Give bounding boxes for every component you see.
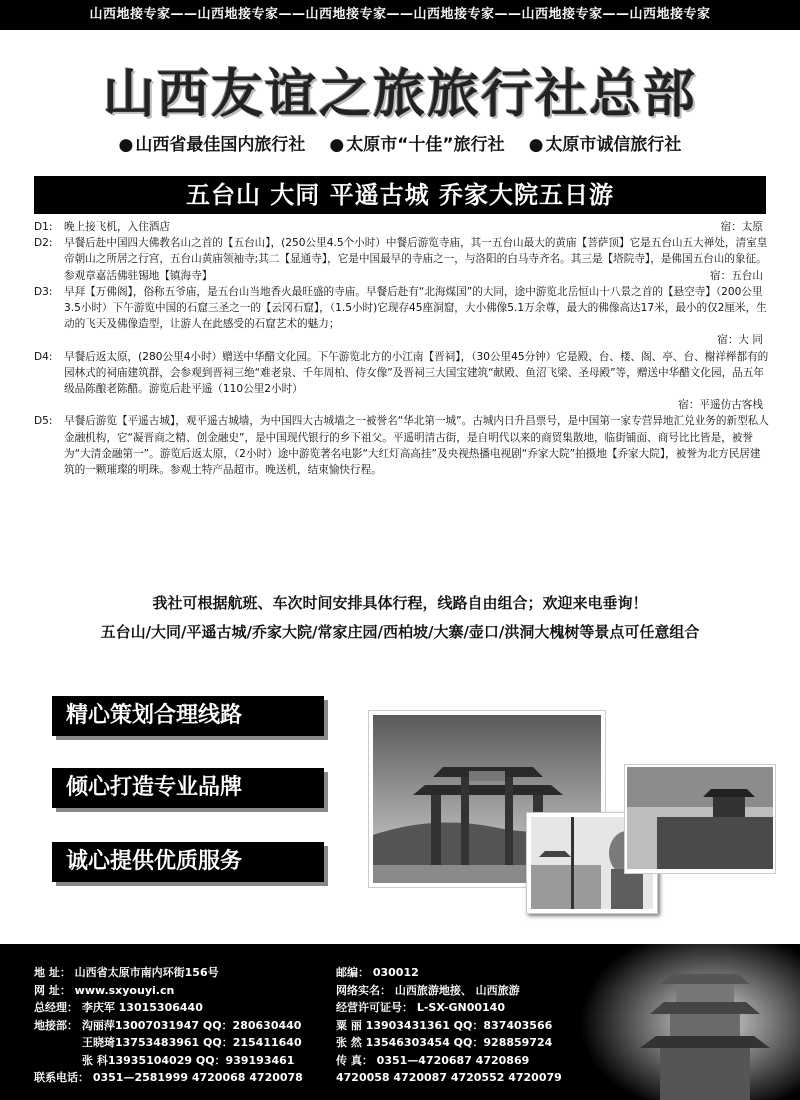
itinerary-day [34, 235, 769, 284]
top-banner-strip: 山西地接专家——山西地接专家——山西地接专家——山西地接专家——山西地接专家——山西地接专家 [0, 0, 800, 30]
city-wall-image [627, 767, 773, 869]
staff-contact: 张 然 13546303454 QQ：928859724 [336, 1036, 553, 1049]
fax-numbers: 传 真： 0351—4720687 4720869 [336, 1053, 530, 1067]
day-stay: 宿：太原 [720, 221, 763, 233]
day-label: D4: [34, 350, 53, 363]
ground-dept-contact: 王晓琦13753483961 QQ：215411640 [82, 1036, 302, 1049]
more-phone-numbers: 4720058 4720087 4720552 4720079 [336, 1071, 562, 1084]
day-text: 晚上接飞机，入住酒店 [64, 221, 170, 233]
pagoda-watermark [580, 944, 800, 1100]
network-name: 网络实名： 山西旅游地接、 山西旅游 [336, 983, 520, 997]
itinerary-day [34, 349, 769, 414]
honor-badge: ● 太原市“十佳”旅行社 [329, 130, 504, 155]
honor-badge: ● 太原市诚信旅行社 [529, 130, 682, 155]
day-stay: 宿：平遥仿古客栈 [678, 399, 763, 412]
ground-dept-contact: 张 科13935104029 QQ：939193461 [82, 1053, 295, 1067]
ground-dept-contact: 地接部： 沟丽萍13007031947 QQ：280630440 [34, 1018, 302, 1032]
day-text: 早餐后返太原，(280公里4小时）赠送中华醋文化园。下午游览北方的小江南【晋祠】，（30公里45分钟）它是殿、台、楼、阁、亭、台、榭祥榉都有的园林式的祠庙建筑群，会参观到晋祠三绝“难老泉、千年周柏、侍女像”及晋祠三大国宝建筑“献殿、鱼沼飞梁、圣母殿”等，赠送中华醋文化园，品五年级品陈酿老陈醋。游览后赴平遥（110公里2小时） [64, 350, 769, 396]
day-stay: 宿：五台山 [710, 269, 763, 282]
photo-city-wall [624, 764, 776, 874]
postal-code: 邮编： 030012 [336, 966, 419, 979]
day-label: D5: [34, 415, 53, 428]
phone-numbers: 联系电话： 0351—2581999 4720068 4720078 [34, 1071, 303, 1084]
slogan-banner: 精心策划合理线路 [52, 696, 324, 736]
staff-contact: 粟 丽 13903431361 QQ：837403566 [336, 1018, 553, 1032]
itinerary-day [34, 284, 769, 349]
itinerary-day [34, 413, 769, 478]
itinerary-day [34, 219, 769, 235]
day-text: 早拜【万佛阁】，俗称五爷庙，是五台山当地香火最旺盛的寺庙。早餐后赴有“北海煤国”的大同，途中游览北岳恒山十八景之首的【悬空寺】（200公里3.5小时）下午游览中国的石窟三圣之一的【云冈石窟】，（1.5小时)它现存45座洞窟，大小佛像5.1万余尊，最大的佛像高达17米，最小的仅2厘米，生动的飞天及佛像造型，让游人在此感受的石窟艺术的魅力； [64, 285, 767, 331]
day-label: D3: [34, 285, 53, 298]
tour-banner: 五台山 大同 平遥古城 乔家大院五日游 [34, 176, 766, 214]
general-manager: 总经理： 李庆军 13015306440 [34, 1001, 203, 1014]
honor-badges [0, 130, 800, 155]
slogan-banner: 倾心打造专业品牌 [52, 768, 324, 808]
custom-route-notice: 我社可根据航班、车次时间安排具体行程，线路自由组合；欢迎来电垂询！ [152, 594, 648, 612]
footer-left-column [34, 964, 303, 1087]
license-number: 经营许可证号： L-SX-GN00140 [336, 1001, 505, 1014]
day-text: 早餐后游览【平遥古城】，观平遥古城墙，为中国四大古城墙之一被誉名“华北第一城”。古城内日升昌票号，是中国第一家专营异地汇兑业务的新型私人金融机构，它“凝晋商之精、创金融史”，是中国现代银行的乡下祖父。平遥明清古街，是自明代以来的商贸集散地，临街铺面、商号比比皆是，被誉为“大清金融第一”。游览后返太原，（2小时）途中游览著名电影“大红灯高高挂”及央视热播电视剧“乔家大院”拍摄地【乔家大院】，被誉为北方民居建筑的一颗璀璨的明珠。参观土特产品超市。晚送机，结束愉快行程。 [64, 415, 769, 477]
day-label: D2: [34, 237, 53, 250]
agency-title: 山西友谊之旅旅行社总部 [102, 64, 697, 125]
footer-right-column [336, 964, 562, 1087]
day-stay: 宿：大 同 [717, 334, 763, 347]
honor-badge: ● 山西省最佳国内旅行社 [119, 130, 306, 155]
attractions-list: 五台山/大同/平遥古城/乔家大院/常家庄园/西柏坡/大寨/壶口/洪洞大槐树等景点可任意组合 [100, 623, 700, 641]
day-label: D1: [34, 221, 53, 233]
address: 地 址： 山西省太原市南内环街156号 [34, 966, 219, 979]
slogan-banner: 诚心提供优质服务 [52, 842, 324, 882]
contact-footer [0, 944, 800, 1100]
itinerary [34, 219, 769, 478]
day-text: 早餐后赴中国四大佛教名山之首的【五台山】，(250公里4.5个小时）中餐后游览寺庙，其一五台山最大的黄庙【菩萨顶】它是五台山五大禅处，清室皇帝朝山之所居之行宫，五台山黄庙领袖寺;其二【显通寺】，它是中国最早的寺庙之一，与洛阳的白马寺齐名。其三是【塔院寺】，是佛国五台山的象征。参观章嘉活佛驻锡地【镇海寺】 [64, 237, 768, 282]
website: 网 址： www.sxyouyi.cn [34, 983, 175, 997]
